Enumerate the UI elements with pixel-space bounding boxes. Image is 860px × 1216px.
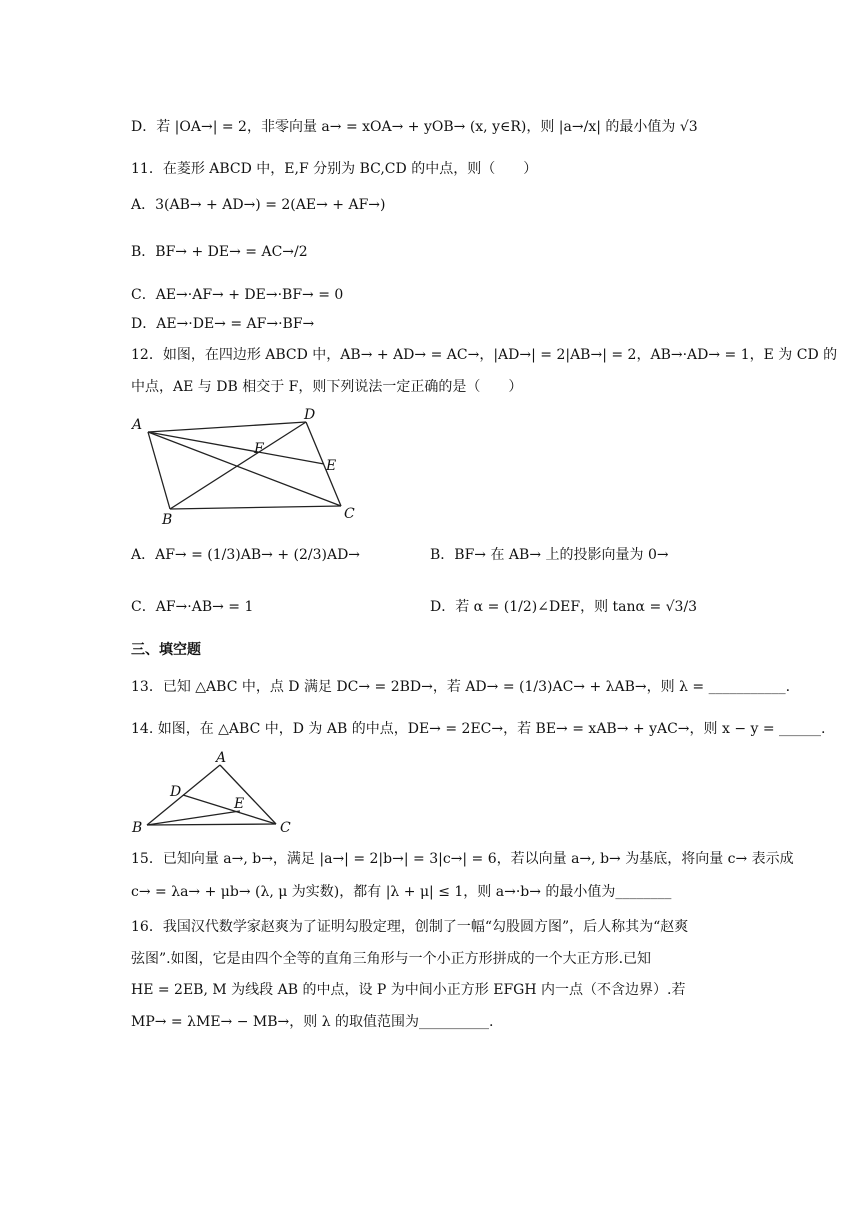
q10-option-d: D．若 |OA→| = 2，非零向量 a→ = xOA→ + yOB→ (x, y∈R)，则 |a→/x| 的最小值为 √3 xyxy=(131,119,698,135)
q14-label-a: A xyxy=(216,750,227,766)
q14-triangle-figure xyxy=(128,748,303,836)
q13-stem: 13．已知 △ABC 中，点 D 满足 DC→ = 2BD→，若 AD→ = (1/3)AC→ + λAB→，则 λ = ___________. xyxy=(131,679,791,695)
q12-label-d: D xyxy=(304,408,316,423)
q11-option-c: C．AE→·AF→ + DE→·BF→ = 0 xyxy=(131,287,344,303)
q15-line2: c→ = λa→ + μb→ (λ, μ 为实数)，都有 |λ + μ| ≤ 1，则 a→·b→ 的最小值为________ xyxy=(131,884,672,900)
q12-option-c: C．AF→·AB→ = 1 xyxy=(131,599,254,615)
q12-option-d: D．若 α = (1/2)∠DEF，则 tanα = √3/3 xyxy=(430,599,698,615)
q12-label-e: E xyxy=(326,458,337,474)
q12-label-c: C xyxy=(344,506,355,522)
q15-line1: 15．已知向量 a→, b→，满足 |a→| = 2|b→| = 3|c→| = 6，若以向量 a→, b→ 为基底，将向量 c→ 表示成 xyxy=(131,851,794,867)
q11-option-b: B．BF→ + DE→ = AC→/2 xyxy=(131,244,308,260)
q12-label-a: A xyxy=(132,417,143,433)
section-3-heading: 三、填空题 xyxy=(131,642,201,658)
q12-label-f: F xyxy=(254,441,264,457)
q14-stem: 14. 如图，在 △ABC 中，D 为 AB 的中点，DE→ = 2EC→，若 BE→ = xAB→ + yAC→，则 x − y = ______. xyxy=(131,721,826,737)
q14-label-e: E xyxy=(234,796,245,812)
q14-label-d: D xyxy=(170,784,182,800)
q11-option-d: D．AE→·DE→ = AF→·BF→ xyxy=(131,316,315,332)
q12-stem-line1: 12．如图，在四边形 ABCD 中，AB→ + AD→ = AC→，|AD→| = 2|AB→| = 2，AB→·AD→ = 1，E 为 CD 的 xyxy=(131,347,838,363)
q16-line3: HE = 2EB, M 为线段 AB 的中点，设 P 为中间小正方形 EFGH 内一点（不含边界）.若 xyxy=(131,982,686,998)
q14-label-c: C xyxy=(280,820,291,836)
q11-stem: 11．在菱形 ABCD 中，E,F 分别为 BC,CD 的中点，则（ ） xyxy=(131,161,538,177)
q14-label-b: B xyxy=(132,820,143,836)
q12-label-b: B xyxy=(162,512,173,528)
q12-stem-line2: 中点，AE 与 DB 相交于 F，则下列说法一定正确的是（ ） xyxy=(131,379,523,395)
q16-line4: MP→ = λME→ − MB→，则 λ 的取值范围为__________. xyxy=(131,1014,494,1030)
q16-line2: 弦图”.如图，它是由四个全等的直角三角形与一个小正方形拼成的一个大正方形.已知 xyxy=(131,951,652,967)
q12-option-b: B．BF→ 在 AB→ 上的投影向量为 0→ xyxy=(430,547,669,563)
q12-quadrilateral-figure xyxy=(128,408,368,530)
q16-line1: 16．我国汉代数学家赵爽为了证明勾股定理，创制了一幅“勾股圆方图”，后人称其为“赵爽 xyxy=(131,919,689,935)
q12-option-a: A．AF→ = (1/3)AB→ + (2/3)AD→ xyxy=(131,547,361,563)
q11-option-a: A．3(AB→ + AD→) = 2(AE→ + AF→) xyxy=(131,197,386,213)
